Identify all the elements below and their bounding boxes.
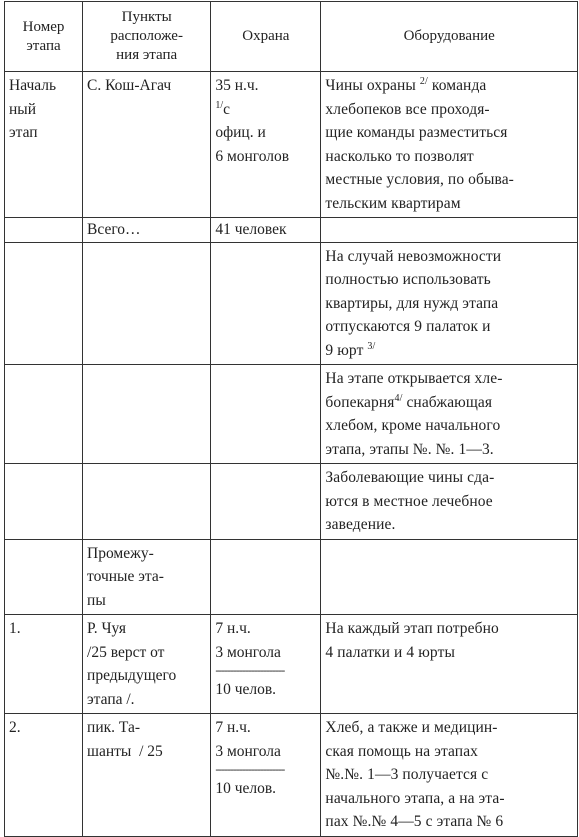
cell-equipment: На случай невозможности полностью использовать квартиры, для нужд этапа отпускаются 9 палаток и 9 юрт $^{3/}$ [321,242,578,365]
cell-equipment: На каждый этап потребно 4 палатки и 4 юрты [321,615,578,714]
cell-guard [211,365,321,464]
cell-equipment: Чины охраны $^{2/}$ команда хлебопеков все проходя- щие команды разместиться насколько то позволят местные условия, по обыва- тельским квартирам [321,72,578,218]
table-row [5,365,578,464]
cell-stage-number [5,539,83,615]
cell-stage-number [5,242,83,365]
cell-equipment: На этапе открывается хле- бопекарня$^{4/}$ снабжающая хлебом, кроме начального этапа, этапы №. №. 1—3. [321,365,578,464]
cell-guard: 41 человек [211,218,321,243]
cell-location: С. Кош-Агач [83,72,211,218]
table-row [5,242,578,365]
cell-stage-number [5,464,83,540]
cell-location [83,242,211,365]
header-row [5,2,578,72]
cell-location: Всего… [83,218,211,243]
cell-equipment: Хлеб, а также и медицин- ская помощь на этапах №.№. 1—3 получается с начального этапа, а на эта- пах №.№ 4—5 с этапа № 6 [321,714,578,837]
cell-location: Р. Чуя /25 верст от предыдущего этапа /. [83,615,211,714]
header-guard: Охрана [211,2,321,72]
table-row [5,615,578,714]
table-row [5,218,578,243]
table-row [5,72,578,218]
etapes-table [4,1,578,837]
sum-divider: ----------------------- [215,664,285,677]
sum-divider: ----------------------- [215,763,285,776]
cell-stage-number: 2. [5,714,83,837]
header-stage-location: Пункты расположе- ния этапа [83,2,211,72]
cell-stage-number [5,365,83,464]
table-row [5,464,578,540]
table-row [5,714,578,837]
cell-stage-number: Началь ный этап [5,72,83,218]
cell-guard: 7 н.ч. 3 монгола ----------------------- 10 челов. [211,714,321,837]
cell-guard [211,464,321,540]
cell-stage-number [5,218,83,243]
cell-guard [211,242,321,365]
cell-stage-number: 1. [5,615,83,714]
cell-equipment [321,218,578,243]
header-stage-number: Номер этапа [5,2,83,72]
cell-equipment [321,539,578,615]
cell-location [83,464,211,540]
cell-guard [211,539,321,615]
header-equipment: Оборудование [321,2,578,72]
cell-location [83,365,211,464]
cell-location: Промежу- точные эта- пы [83,539,211,615]
cell-equipment: Заболевающие чины сда- ются в местное лечебное заведение. [321,464,578,540]
table-row [5,539,578,615]
cell-guard: 35 н.ч. $^{1/}$с офиц. и 6 монголов [211,72,321,218]
cell-location: пик. Та- шанты / 25 [83,714,211,837]
cell-guard: 7 н.ч. 3 монгола ----------------------- 10 челов. [211,615,321,714]
